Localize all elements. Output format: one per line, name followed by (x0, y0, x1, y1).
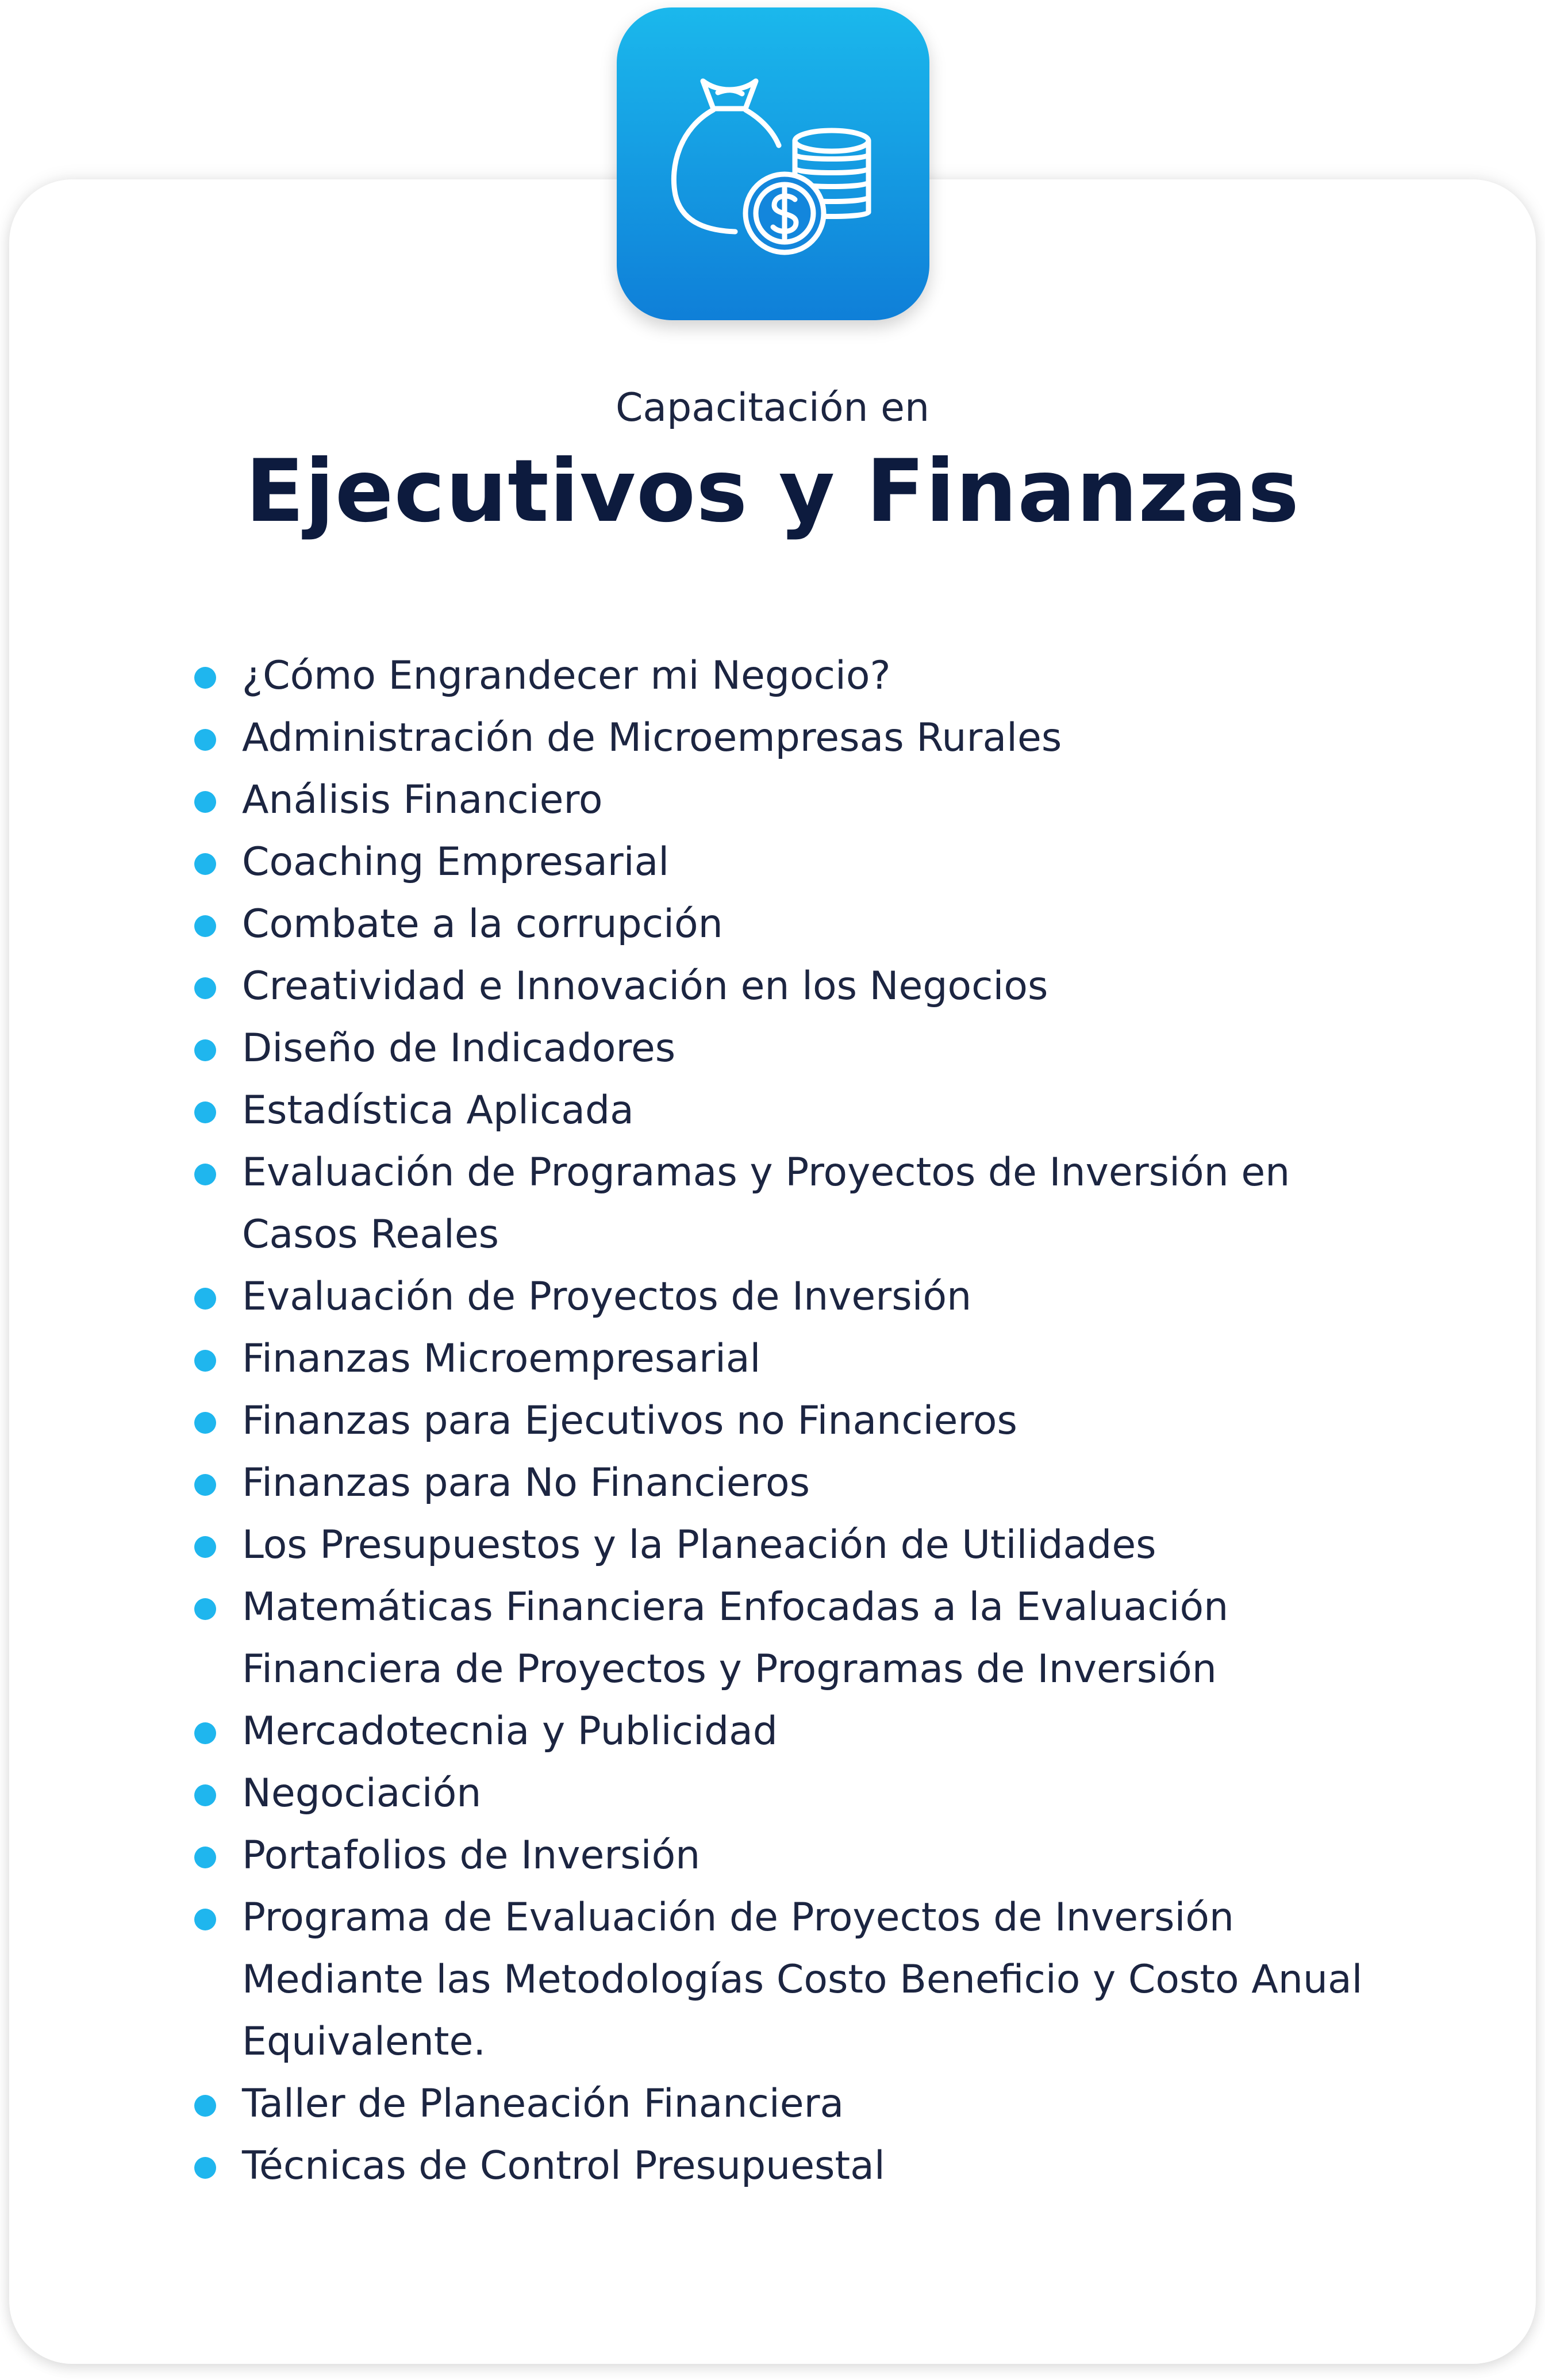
list-item (0, 1452, 1545, 1514)
list-item-label: Finanzas Microempresarial (242, 1336, 761, 1381)
list-item (0, 1080, 1545, 1142)
list-item (0, 831, 1545, 893)
bullet-dot (194, 915, 216, 937)
list-item (0, 1328, 1545, 1390)
list-item (0, 1887, 1545, 2073)
bullet-dot (194, 1474, 216, 1496)
list-item (0, 893, 1545, 955)
bullet-dot (194, 1101, 216, 1123)
list-item-label: Taller de Planeación Financiera (242, 2081, 844, 2126)
list-item-label: Creatividad e Innovación en los Negocios (242, 963, 1048, 1009)
list-item-label: ¿Cómo Engrandecer mi Negocio? (242, 653, 891, 698)
list-item (0, 707, 1545, 769)
list-item-label: Mercadotecnia y Publicidad (242, 1709, 778, 1754)
bullet-dot (194, 1722, 216, 1744)
bullet-dot (194, 1350, 216, 1372)
list-item (0, 1763, 1545, 1825)
list-item-label: Finanzas para No Financieros (242, 1460, 810, 1506)
list-item-label: Evaluación de Proyectos de Inversión (242, 1274, 972, 1319)
bullet-dot (194, 1164, 216, 1185)
list-item (0, 1576, 1545, 1700)
bullet-dot (194, 1039, 216, 1061)
list-item (0, 1514, 1545, 1576)
list-item-label: Programa de Evaluación de Proyectos de Inversión Mediante las Metodologías Costo Beneficio y Costo Anual Equivalente. (242, 1895, 1363, 2064)
bullet-dot (194, 1598, 216, 1620)
list-item (0, 1825, 1545, 1887)
list-item (0, 645, 1545, 707)
bullet-dot (194, 667, 216, 689)
list-item-label: Administración de Microempresas Rurales (242, 715, 1062, 761)
bullet-dot (194, 1536, 216, 1558)
list-item-label: Finanzas para Ejecutivos no Financieros (242, 1398, 1017, 1444)
list-item-label: Los Presupuestos y la Planeación de Utilidades (242, 1522, 1156, 1568)
bullet-dot (194, 2157, 216, 2179)
bullet-dot (194, 1288, 216, 1310)
list-item-label: Negociación (242, 1771, 482, 1816)
list-item (0, 1142, 1545, 1266)
list-item-label: Evaluación de Programas y Proyectos de Inversión en Casos Reales (242, 1150, 1290, 1257)
bullet-dot (194, 853, 216, 875)
list-item (0, 1018, 1545, 1080)
page-subtitle: Capacitación en (615, 385, 930, 431)
list-item (0, 2073, 1545, 2135)
bullet-dot (194, 977, 216, 999)
bullet-dot (194, 1909, 216, 1930)
course-list (0, 645, 1545, 2197)
bullet-dot (194, 1784, 216, 1806)
list-item-label: Portafolios de Inversión (242, 1833, 701, 1878)
list-item-label: Estadística Aplicada (242, 1088, 634, 1133)
list-item-label: Coaching Empresarial (242, 839, 670, 885)
bullet-dot (194, 1412, 216, 1434)
money-bag-coins-icon (617, 7, 929, 320)
list-item-label: Análisis Financiero (242, 777, 603, 823)
list-item-label: Técnicas de Control Presupuestal (242, 2143, 885, 2189)
list-item (0, 1266, 1545, 1328)
list-item (0, 2135, 1545, 2197)
bullet-dot (194, 729, 216, 751)
list-item-label: Diseño de Indicadores (242, 1026, 676, 1071)
list-item-label: Combate a la corrupción (242, 901, 723, 947)
list-item-label: Matemáticas Financiera Enfocadas a la Evaluación Financiera de Proyectos y Programas de Inversión (242, 1584, 1229, 1692)
bullet-dot (194, 791, 216, 813)
list-item (0, 955, 1545, 1018)
list-item (0, 1700, 1545, 1763)
bullet-dot (194, 1847, 216, 1868)
list-item (0, 1390, 1545, 1452)
page-title: Ejecutivos y Finanzas (245, 442, 1300, 542)
list-item (0, 769, 1545, 831)
bullet-dot (194, 2095, 216, 2117)
